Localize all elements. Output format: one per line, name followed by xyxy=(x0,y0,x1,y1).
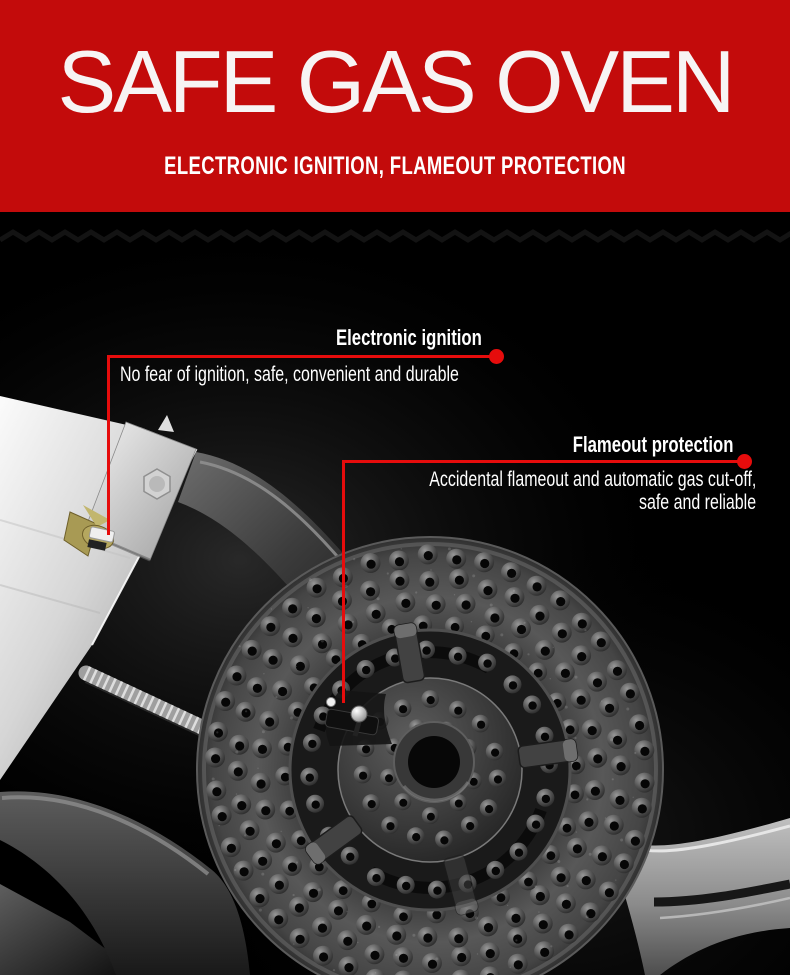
speckle xyxy=(435,957,438,960)
burner-hole xyxy=(362,922,371,931)
speckle xyxy=(615,879,616,880)
burner-hole xyxy=(401,599,410,608)
burner-hole xyxy=(577,696,586,705)
burner-hole xyxy=(261,806,270,815)
burner-hole xyxy=(344,963,353,972)
burner-hole xyxy=(539,920,548,929)
speckle xyxy=(293,894,295,896)
burner-hole xyxy=(620,860,629,869)
burner-hole xyxy=(454,653,462,661)
burner-hole xyxy=(541,647,550,656)
speckle xyxy=(235,751,238,754)
burner-hole xyxy=(477,721,485,729)
burner-hole xyxy=(605,704,614,713)
speckle xyxy=(553,647,554,648)
burner-hole xyxy=(457,953,466,962)
burner-hole xyxy=(423,933,432,942)
speckle xyxy=(634,752,636,754)
speckle xyxy=(612,778,614,780)
speckle xyxy=(415,591,417,593)
speckle xyxy=(565,706,568,709)
burner-hole xyxy=(248,647,257,656)
burner-hole xyxy=(295,903,304,912)
burner-hole xyxy=(319,952,328,961)
speckle xyxy=(574,737,576,739)
callout-electronic-ignition-description: No fear of ignition, safe, convenient and durable xyxy=(120,363,459,386)
speckle xyxy=(275,696,277,698)
burner-hole xyxy=(641,779,650,788)
speckle xyxy=(309,578,312,581)
speckle xyxy=(346,911,347,912)
burner-hole xyxy=(412,833,420,841)
burner-hole xyxy=(399,799,407,807)
burner-hole xyxy=(386,822,394,830)
speckle xyxy=(557,860,560,863)
speckle xyxy=(510,967,511,968)
speckle xyxy=(345,585,348,588)
speckle xyxy=(377,597,380,600)
burner-hole xyxy=(297,836,306,845)
burner-hole xyxy=(617,762,626,771)
burner-hole xyxy=(591,787,600,796)
burner-hole xyxy=(221,698,230,707)
speckle xyxy=(448,547,451,550)
burner-hole xyxy=(265,717,274,726)
burner-hole xyxy=(281,773,290,782)
speckle xyxy=(212,778,215,781)
burner-hole xyxy=(255,894,264,903)
speckle xyxy=(576,831,577,832)
speckle xyxy=(584,629,586,631)
burner-hole xyxy=(573,844,582,853)
burner-hole xyxy=(563,824,572,833)
speckle xyxy=(263,673,264,674)
burner-hole xyxy=(366,587,375,596)
speckle xyxy=(318,888,321,891)
burner-hole xyxy=(517,625,526,634)
burner-hole xyxy=(510,594,519,603)
burner-hole xyxy=(462,600,471,609)
burner-hole xyxy=(542,795,550,803)
speckle xyxy=(610,738,613,741)
burner-hole xyxy=(494,775,502,783)
burner-hole xyxy=(613,736,622,745)
speckle xyxy=(352,621,354,623)
speckle xyxy=(577,769,578,770)
burner-hole xyxy=(582,876,591,885)
burner-hole xyxy=(313,584,322,593)
burner-hole xyxy=(556,597,565,606)
burner-hole xyxy=(432,911,441,920)
burner-hole xyxy=(577,652,586,661)
burner-hole xyxy=(562,900,571,909)
burner-hole xyxy=(428,960,437,969)
burner-hole xyxy=(399,912,408,921)
burner-hole xyxy=(535,612,544,621)
burner-hole xyxy=(593,754,602,763)
burner-hole xyxy=(507,569,516,578)
burner-hole xyxy=(372,874,380,882)
burner-hole xyxy=(635,721,644,730)
burner-hole xyxy=(368,800,376,808)
speckle xyxy=(633,797,634,798)
speckle xyxy=(550,945,552,947)
burner-hole xyxy=(240,867,249,876)
burner-hole xyxy=(528,701,536,709)
speckle xyxy=(244,834,246,836)
burner-hole xyxy=(558,629,567,638)
burner-hole xyxy=(541,733,549,741)
speckle xyxy=(589,853,592,856)
page-title: SAFE GAS OVEN xyxy=(57,32,733,131)
speckle xyxy=(538,911,539,912)
speckle xyxy=(234,869,236,871)
callout-flameout-protection-title: Flameout protection xyxy=(572,432,733,457)
burner-hole xyxy=(367,900,376,909)
speckle xyxy=(357,942,358,943)
burner-hole xyxy=(532,821,540,829)
speckle xyxy=(245,710,247,712)
speckle xyxy=(333,969,335,971)
burner-hole xyxy=(640,747,649,756)
speckle xyxy=(475,916,478,919)
speckle xyxy=(271,608,272,609)
burner-hole xyxy=(598,852,607,861)
speckle xyxy=(575,676,578,679)
speckle xyxy=(236,793,237,794)
burner-hole xyxy=(455,576,464,585)
burner-hole xyxy=(399,705,407,713)
speckle xyxy=(296,861,298,863)
speckle xyxy=(534,885,536,887)
burner-hole xyxy=(593,678,602,687)
hex-bolt xyxy=(144,469,170,499)
burner-hole xyxy=(218,812,227,821)
burner-hole xyxy=(540,948,549,957)
burner-hole xyxy=(385,774,393,782)
burner-hole xyxy=(278,687,287,696)
burner-hole xyxy=(422,646,430,654)
speckle xyxy=(610,667,611,668)
burner-hole xyxy=(631,837,640,846)
burner-hole xyxy=(285,807,294,816)
burner-hole xyxy=(312,614,321,623)
burner-hole xyxy=(234,767,243,776)
burner-hole xyxy=(288,863,297,872)
burner-hole xyxy=(425,578,434,587)
speckle xyxy=(567,885,569,887)
burner-hole xyxy=(497,893,506,902)
speckle xyxy=(507,905,508,906)
speckle xyxy=(378,926,380,928)
burner-hole xyxy=(308,740,316,748)
speckle xyxy=(430,569,431,570)
speckle xyxy=(261,873,264,876)
burner-hole xyxy=(212,787,221,796)
burner-hole xyxy=(306,774,314,782)
burner-hole xyxy=(395,557,404,566)
burner-hole xyxy=(359,772,367,780)
speckle xyxy=(387,572,389,574)
burner-hole xyxy=(258,857,267,866)
burner-hole xyxy=(214,728,223,737)
burner-hole xyxy=(312,801,320,809)
burner-hole xyxy=(484,923,493,932)
burner-hole xyxy=(584,818,593,827)
burner-hole xyxy=(485,805,493,813)
burner-hole xyxy=(452,555,461,564)
burner-hole xyxy=(309,889,318,898)
speckle xyxy=(477,953,478,954)
burner-hole xyxy=(561,669,570,678)
speckle xyxy=(524,622,526,624)
burner-hole xyxy=(227,844,236,853)
burner-hole xyxy=(339,886,348,895)
speckle xyxy=(322,921,325,924)
callout-dot xyxy=(737,454,752,469)
burner-hole xyxy=(402,882,410,890)
speckle xyxy=(472,574,475,577)
burner-hole xyxy=(533,582,542,591)
burner-hole xyxy=(288,604,297,613)
burner-hole xyxy=(605,888,614,897)
speckle xyxy=(239,645,241,647)
speckle xyxy=(290,716,293,719)
burner-hole xyxy=(272,839,281,848)
center-hole xyxy=(408,736,460,788)
burner-hole xyxy=(370,951,379,960)
burner-hole xyxy=(491,749,499,757)
burner-hole xyxy=(237,801,246,810)
speckle xyxy=(527,653,529,655)
burner-hole xyxy=(565,930,574,939)
speckle xyxy=(259,909,262,912)
burner-hole xyxy=(211,754,220,763)
burner-hole xyxy=(514,960,523,969)
burner-hole xyxy=(362,745,370,753)
burner-hole xyxy=(483,586,492,595)
burner-hole xyxy=(492,867,500,875)
speckle xyxy=(321,640,324,643)
burner-hole xyxy=(334,906,343,915)
burner-hole xyxy=(266,623,275,632)
burner-hole xyxy=(440,836,448,844)
burner-hole xyxy=(615,796,624,805)
speckle xyxy=(219,825,220,826)
burner-hole xyxy=(597,638,606,647)
burner-hole xyxy=(433,887,441,895)
speckle xyxy=(490,604,493,607)
speckle xyxy=(454,594,455,595)
burner-hole xyxy=(235,741,244,750)
page-subtitle: ELECTRONIC IGNITION, FLAMEOUT PROTECTION xyxy=(164,152,626,180)
burner-hole xyxy=(536,892,545,901)
burner-hole xyxy=(399,954,408,963)
burner-hole xyxy=(483,659,491,667)
burner-hole xyxy=(318,924,327,933)
speckle xyxy=(586,798,588,800)
burner-hole xyxy=(395,577,404,586)
speckle xyxy=(601,700,602,701)
speckle xyxy=(620,839,623,842)
burner-hole xyxy=(246,827,255,836)
burner-hole xyxy=(274,915,283,924)
burner-hole xyxy=(486,949,495,958)
burner-hole xyxy=(455,800,463,808)
igniter-assembly xyxy=(325,690,392,746)
burner-hole xyxy=(275,881,284,890)
speckle xyxy=(500,633,503,636)
callout-flameout-protection-description: Accidental flameout and automatic gas cut-off, safe and reliable xyxy=(428,468,756,514)
flameout-sensor-pin xyxy=(351,706,367,722)
speckle xyxy=(513,590,515,592)
burner-hole xyxy=(578,619,587,628)
burner-hole xyxy=(346,853,354,861)
burner-hole xyxy=(257,779,266,788)
burner-hole xyxy=(515,849,523,857)
speckle xyxy=(605,817,606,818)
header-banner xyxy=(0,0,790,212)
callout-electronic-ignition-title: Electronic ignition xyxy=(336,325,482,350)
burner-head xyxy=(197,537,663,975)
speckle xyxy=(471,621,472,622)
speckle xyxy=(257,768,258,769)
callout-line-horizontal xyxy=(107,355,497,358)
speckle xyxy=(307,607,308,608)
burner-hole xyxy=(343,937,352,946)
burner-hole xyxy=(296,935,305,944)
burner-hole xyxy=(269,656,278,665)
speckle xyxy=(375,972,376,973)
burner-hole xyxy=(432,601,441,610)
burner-hole xyxy=(613,667,622,676)
burner-hole xyxy=(253,684,262,693)
speckle xyxy=(293,943,294,944)
speckle xyxy=(395,954,397,956)
burner-hole xyxy=(232,672,241,681)
burner-hole xyxy=(424,551,433,560)
callout-line-vertical xyxy=(107,355,110,535)
burner-hole xyxy=(242,708,251,717)
speckle xyxy=(281,831,282,832)
speckle xyxy=(550,678,551,679)
speckle xyxy=(626,708,629,711)
burner-hole xyxy=(511,914,520,923)
burner-hole xyxy=(454,707,462,715)
speckle xyxy=(412,934,415,937)
burner-hole xyxy=(566,725,575,734)
callout-dot xyxy=(489,349,504,364)
burner-hole xyxy=(372,610,381,619)
burner-hole xyxy=(547,851,556,860)
speckle xyxy=(401,548,402,549)
burner-hole xyxy=(427,813,435,821)
speckle xyxy=(216,731,218,733)
speckle xyxy=(586,915,589,918)
burner-hole xyxy=(454,934,463,943)
callout-line-horizontal xyxy=(342,460,746,463)
burner-hole xyxy=(509,681,517,689)
speckle xyxy=(262,730,265,733)
speckle xyxy=(296,666,297,667)
burner-hole xyxy=(427,696,435,704)
burner-hole xyxy=(480,559,489,568)
burner-hole xyxy=(466,822,474,830)
burner-hole xyxy=(571,791,580,800)
burner-hole xyxy=(524,878,533,887)
burner-hole xyxy=(288,634,297,643)
burner-hole xyxy=(296,662,305,671)
burner-hole xyxy=(362,666,370,674)
burner-hole xyxy=(513,934,522,943)
burner-hole xyxy=(392,931,401,940)
burner-hole xyxy=(638,804,647,813)
speckle xyxy=(353,558,355,560)
burner-hole xyxy=(610,821,619,830)
burner-hole xyxy=(626,689,635,698)
burner-hole xyxy=(557,873,566,882)
speckle xyxy=(515,939,517,941)
burner-hole xyxy=(572,762,581,771)
burner-hole xyxy=(490,613,499,622)
burner-hole xyxy=(588,726,597,735)
burner-hole xyxy=(367,560,376,569)
spark-electrode-tip xyxy=(327,698,336,707)
burner-hole xyxy=(258,745,267,754)
